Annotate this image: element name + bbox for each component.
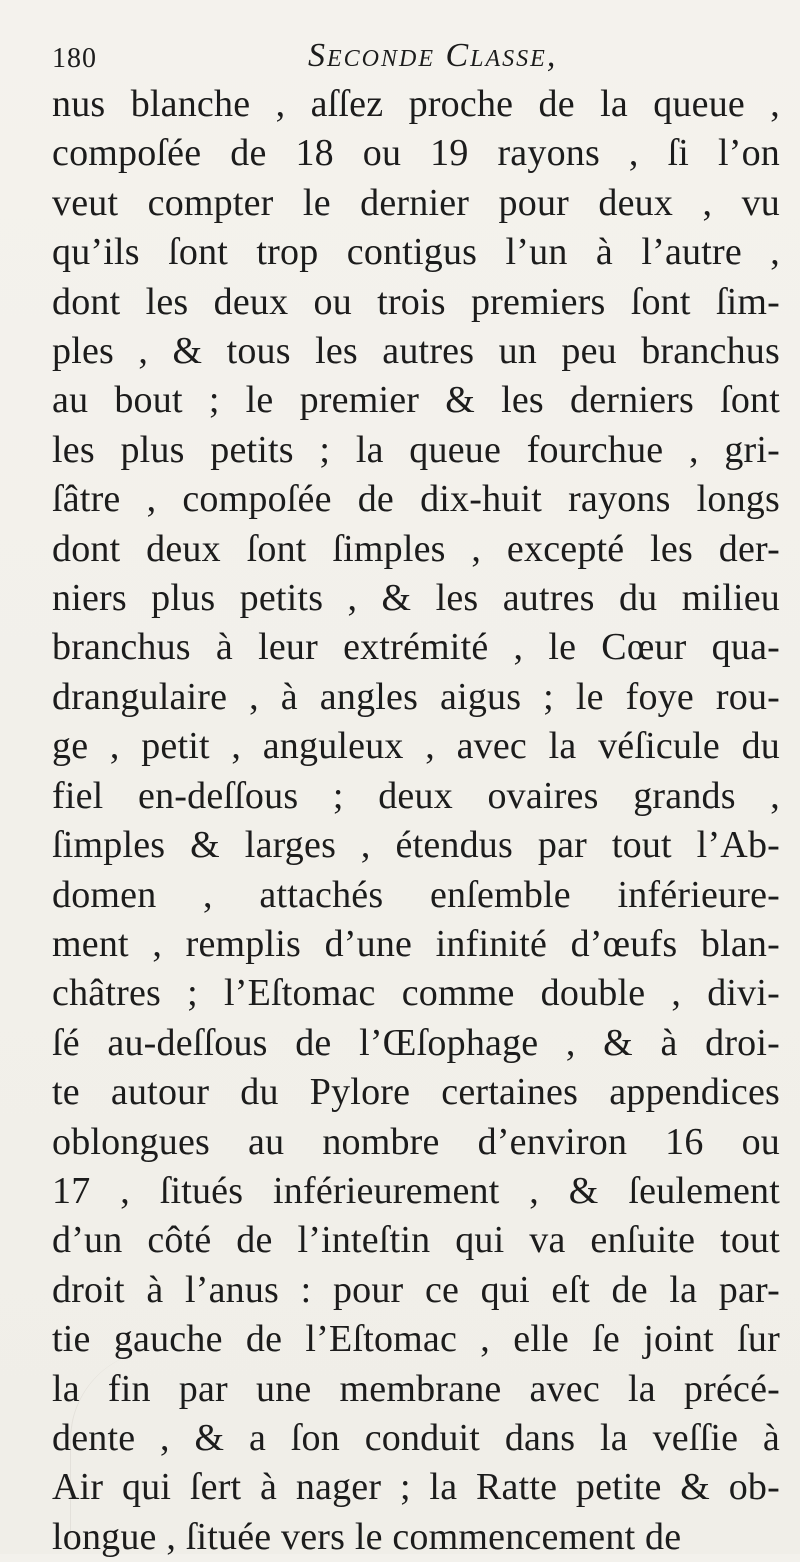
text-line: la fin par une membrane avec la précé- <box>52 1367 780 1410</box>
text-line: domen , attachés enſemble inférieure- <box>52 873 780 916</box>
text-line: 17 , ſitués inférieurement , & ſeulement <box>52 1169 780 1212</box>
running-head: Seconde Classe, <box>308 37 558 74</box>
text-line: nus blanche , aſſez proche de la queue , <box>52 83 780 125</box>
text-line: ment , remplis d’une infinité d’œufs blan- <box>52 922 780 965</box>
text-line: Air qui ſert à nager ; la Ratte petite & ob- <box>52 1466 780 1509</box>
paper-show-through <box>70 1350 251 1540</box>
text-line: drangulaire , à angles aigus ; le foye rou- <box>52 675 780 718</box>
page-header <box>52 37 772 82</box>
text-line: droit à l’anus : pour ce qui eſt de la par- <box>52 1268 780 1311</box>
text-line: qu’ils ſont trop contigus l’un à l’autre , <box>52 231 780 274</box>
text-line: branchus à leur extrémité , le Cœur qua- <box>52 626 780 669</box>
text-line: au bout ; le premier & les derniers ſont <box>52 379 780 422</box>
text-line: longue , ſituée vers le commencement de <box>52 1515 682 1558</box>
text-line: ſimples & larges , étendus par tout l’Ab- <box>52 824 780 867</box>
text-line: dente , & a ſon conduit dans la veſſie à <box>52 1416 780 1459</box>
text-line: fiel en-deſſous ; deux ovaires grands , <box>52 774 780 817</box>
text-line: niers plus petits , & les autres du milieu <box>52 577 780 620</box>
text-line: dont deux ſont ſimples , excepté les der- <box>52 527 780 570</box>
page-number: 180 <box>52 43 97 74</box>
text-line: ples , & tous les autres un peu branchus <box>52 330 780 373</box>
text-line: compoſée de 18 ou 19 rayons , ſi l’on <box>52 132 780 175</box>
text-line: ſâtre , compoſée de dix-huit rayons longs <box>52 478 780 521</box>
text-line: ſé au-deſſous de l’Œſophage , & à droi- <box>52 1021 780 1064</box>
text-line: ge , petit , anguleux , avec la véſicule du <box>52 725 780 768</box>
text-line: oblongues au nombre d’environ 16 ou <box>52 1120 780 1163</box>
text-line: te autour du Pylore certaines appendices <box>52 1071 780 1114</box>
text-line: châtres ; l’Eſtomac comme double , divi- <box>52 972 780 1015</box>
text-line: tie gauche de l’Eſtomac , elle ſe joint ſur <box>52 1318 780 1361</box>
text-line: veut compter le dernier pour deux , vu <box>52 181 780 224</box>
text-line: d’un côté de l’inteſtin qui va enſuite tout <box>52 1219 780 1262</box>
body-text <box>52 80 780 1562</box>
text-line: dont les deux ou trois premiers ſont ſim- <box>52 280 780 323</box>
text-line: les plus petits ; la queue fourchue , gri- <box>52 428 780 471</box>
